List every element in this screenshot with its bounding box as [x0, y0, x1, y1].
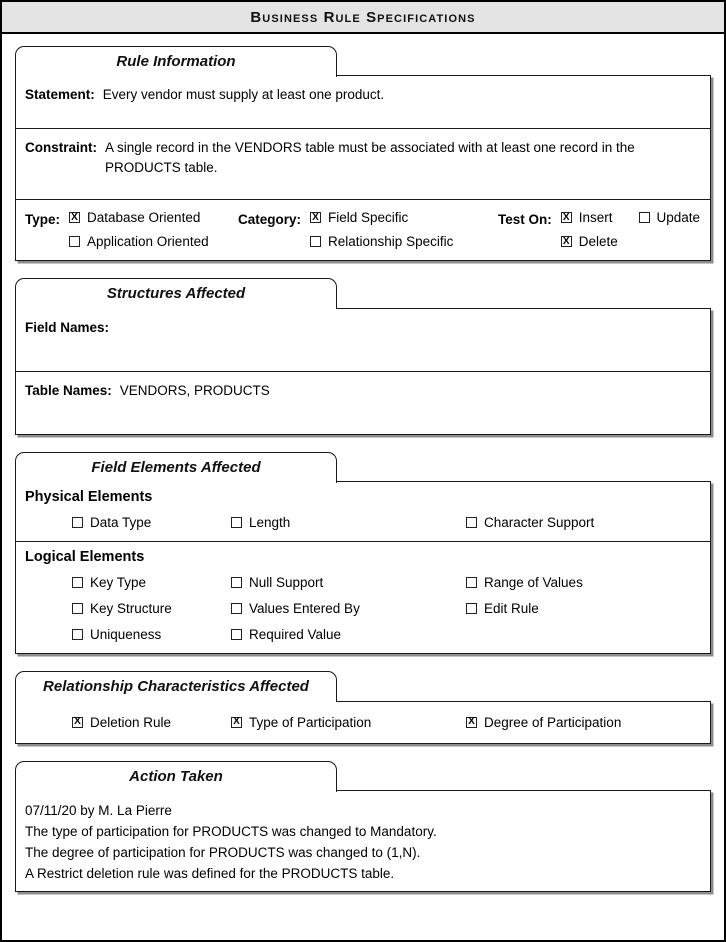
section-body-structures-affected [15, 308, 711, 435]
checkbox-label: Degree of Participation [484, 714, 622, 730]
checkbox-relationship-specific[interactable] [310, 234, 453, 249]
checkbox-icon[interactable] [231, 603, 242, 614]
checkbox-icon[interactable] [561, 236, 572, 247]
field-names-value[interactable] [117, 318, 700, 362]
table-names-label: Table Names: [25, 382, 112, 398]
checkbox-null-support[interactable] [231, 575, 466, 590]
table-names-row [16, 372, 710, 434]
section-tab-relationship-characteristics-affected [15, 671, 337, 702]
section-rule-information [15, 46, 711, 261]
checkbox-field-specific[interactable] [310, 210, 408, 225]
checkbox-data-type[interactable] [72, 515, 231, 530]
checkbox-icon[interactable] [466, 717, 477, 728]
action-line: The type of participation for PRODUCTS was changed to Mandatory. [25, 824, 437, 840]
checkbox-label: Data Type [90, 515, 152, 531]
checkbox-label: Key Structure [90, 601, 172, 617]
checkbox-uniqueness[interactable] [72, 627, 231, 642]
field-names-label: Field Names: [25, 319, 110, 335]
type-group [25, 210, 238, 249]
test-on-label: Test On: [498, 212, 552, 228]
checkbox-label: Field Specific [328, 210, 409, 226]
form-title-bar [2, 2, 724, 34]
checkbox-key-type[interactable] [72, 575, 231, 590]
type-category-teston-row [16, 200, 710, 260]
checkbox-label: Deletion Rule [90, 714, 172, 730]
section-tab-action-taken [15, 761, 337, 792]
checkbox-database-oriented[interactable] [69, 210, 200, 225]
checkbox-icon[interactable] [231, 577, 242, 588]
table-names-value[interactable]: VENDORS, PRODUCTS [119, 382, 270, 398]
checkbox-icon[interactable] [72, 577, 83, 588]
action-line: The degree of participation for PRODUCTS was changed to (1,N). [25, 845, 421, 861]
checkbox-icon[interactable] [310, 236, 321, 247]
section-tab-field-elements-affected [15, 452, 337, 483]
field-names-row [16, 309, 710, 372]
section-tab-structures-affected [15, 278, 337, 309]
section-structures-affected [15, 278, 711, 434]
checkbox-label: Relationship Specific [328, 234, 454, 250]
section-title: Field Elements Affected [91, 458, 261, 476]
type-label: Type: [25, 212, 61, 228]
section-title: Structures Affected [106, 285, 246, 303]
checkbox-icon[interactable] [231, 517, 242, 528]
checkbox-label: Insert [578, 210, 613, 226]
action-line: A Restrict deletion rule was defined for the PRODUCTS table. [25, 866, 395, 882]
section-body-relationship-characteristics-affected [15, 701, 711, 744]
section-body-action-taken [15, 790, 711, 892]
checkbox-character-support[interactable] [466, 515, 710, 530]
checkbox-icon[interactable] [69, 236, 80, 247]
action-line: 07/11/20 by M. La Pierre [25, 803, 172, 819]
checkbox-icon[interactable] [72, 603, 83, 614]
section-title: Rule Information [116, 53, 236, 70]
section-title: Relationship Characteristics Affected [43, 678, 309, 696]
checkbox-label: Delete [578, 234, 618, 250]
checkbox-label: Uniqueness [90, 627, 162, 643]
statement-value[interactable]: Every vendor must supply at least one product. [102, 87, 385, 103]
checkbox-label: Range of Values [484, 575, 583, 591]
checkbox-label: Database Oriented [87, 210, 201, 226]
checkbox-label: Type of Participation [249, 714, 372, 730]
checkbox-label: Edit Rule [484, 601, 539, 617]
test-on-group [498, 210, 702, 249]
checkbox-icon[interactable] [466, 517, 477, 528]
logical-elements-group [16, 542, 710, 653]
page-title: Business Rule Specifications [250, 8, 476, 26]
checkbox-icon[interactable] [69, 212, 80, 223]
form-content [2, 34, 724, 902]
checkbox-deletion-rule[interactable] [72, 715, 231, 730]
statement-label: Statement: [25, 87, 95, 103]
checkbox-icon[interactable] [231, 629, 242, 640]
checkbox-icon[interactable] [310, 212, 321, 223]
checkbox-label: Length [249, 515, 291, 531]
section-body-rule-information [15, 75, 711, 261]
checkbox-range-of-values[interactable] [466, 575, 710, 590]
checkbox-update[interactable] [639, 210, 701, 225]
checkbox-label: Required Value [249, 627, 342, 643]
section-title: Action Taken [129, 767, 223, 785]
checkbox-values-entered-by[interactable] [231, 601, 466, 616]
action-taken-text[interactable] [16, 791, 710, 891]
section-tab-rule-information [15, 46, 337, 77]
checkbox-application-oriented[interactable] [69, 234, 209, 249]
checkbox-delete[interactable] [561, 234, 618, 249]
checkbox-insert[interactable] [561, 210, 613, 225]
checkbox-icon[interactable] [72, 517, 83, 528]
checkbox-edit-rule[interactable] [466, 601, 710, 616]
checkbox-label: Null Support [249, 575, 324, 591]
checkbox-icon[interactable] [72, 717, 83, 728]
checkbox-icon[interactable] [72, 629, 83, 640]
checkbox-label: Key Type [90, 575, 147, 591]
checkbox-required-value[interactable] [231, 627, 466, 642]
constraint-label: Constraint: [25, 140, 97, 156]
statement-row [16, 76, 710, 129]
checkbox-length[interactable] [231, 515, 466, 530]
checkbox-degree-of-participation[interactable] [466, 715, 710, 730]
section-body-field-elements-affected [15, 481, 711, 654]
checkbox-label: Application Oriented [87, 234, 209, 250]
checkbox-type-of-participation[interactable] [231, 715, 466, 730]
logical-elements-label: Logical Elements [25, 549, 145, 566]
checkbox-icon[interactable] [561, 212, 572, 223]
category-group [238, 210, 498, 249]
section-field-elements-affected [15, 452, 711, 654]
constraint-row [16, 129, 710, 200]
category-label: Category: [238, 212, 302, 228]
checkbox-icon[interactable] [466, 603, 477, 614]
constraint-value[interactable]: A single record in the VENDORS table must be associated with at least one record in the PRODUCTS table. [105, 140, 635, 175]
checkbox-key-structure[interactable] [72, 601, 231, 616]
section-relationship-characteristics-affected [15, 671, 711, 743]
checkbox-label: Update [656, 210, 701, 226]
section-action-taken [15, 761, 711, 892]
checkbox-icon[interactable] [466, 577, 477, 588]
physical-elements-group [16, 482, 710, 542]
checkbox-label: Character Support [484, 515, 595, 531]
checkbox-label: Values Entered By [249, 601, 360, 617]
physical-elements-label: Physical Elements [25, 489, 153, 506]
checkbox-icon[interactable] [231, 717, 242, 728]
checkbox-icon[interactable] [639, 212, 650, 223]
